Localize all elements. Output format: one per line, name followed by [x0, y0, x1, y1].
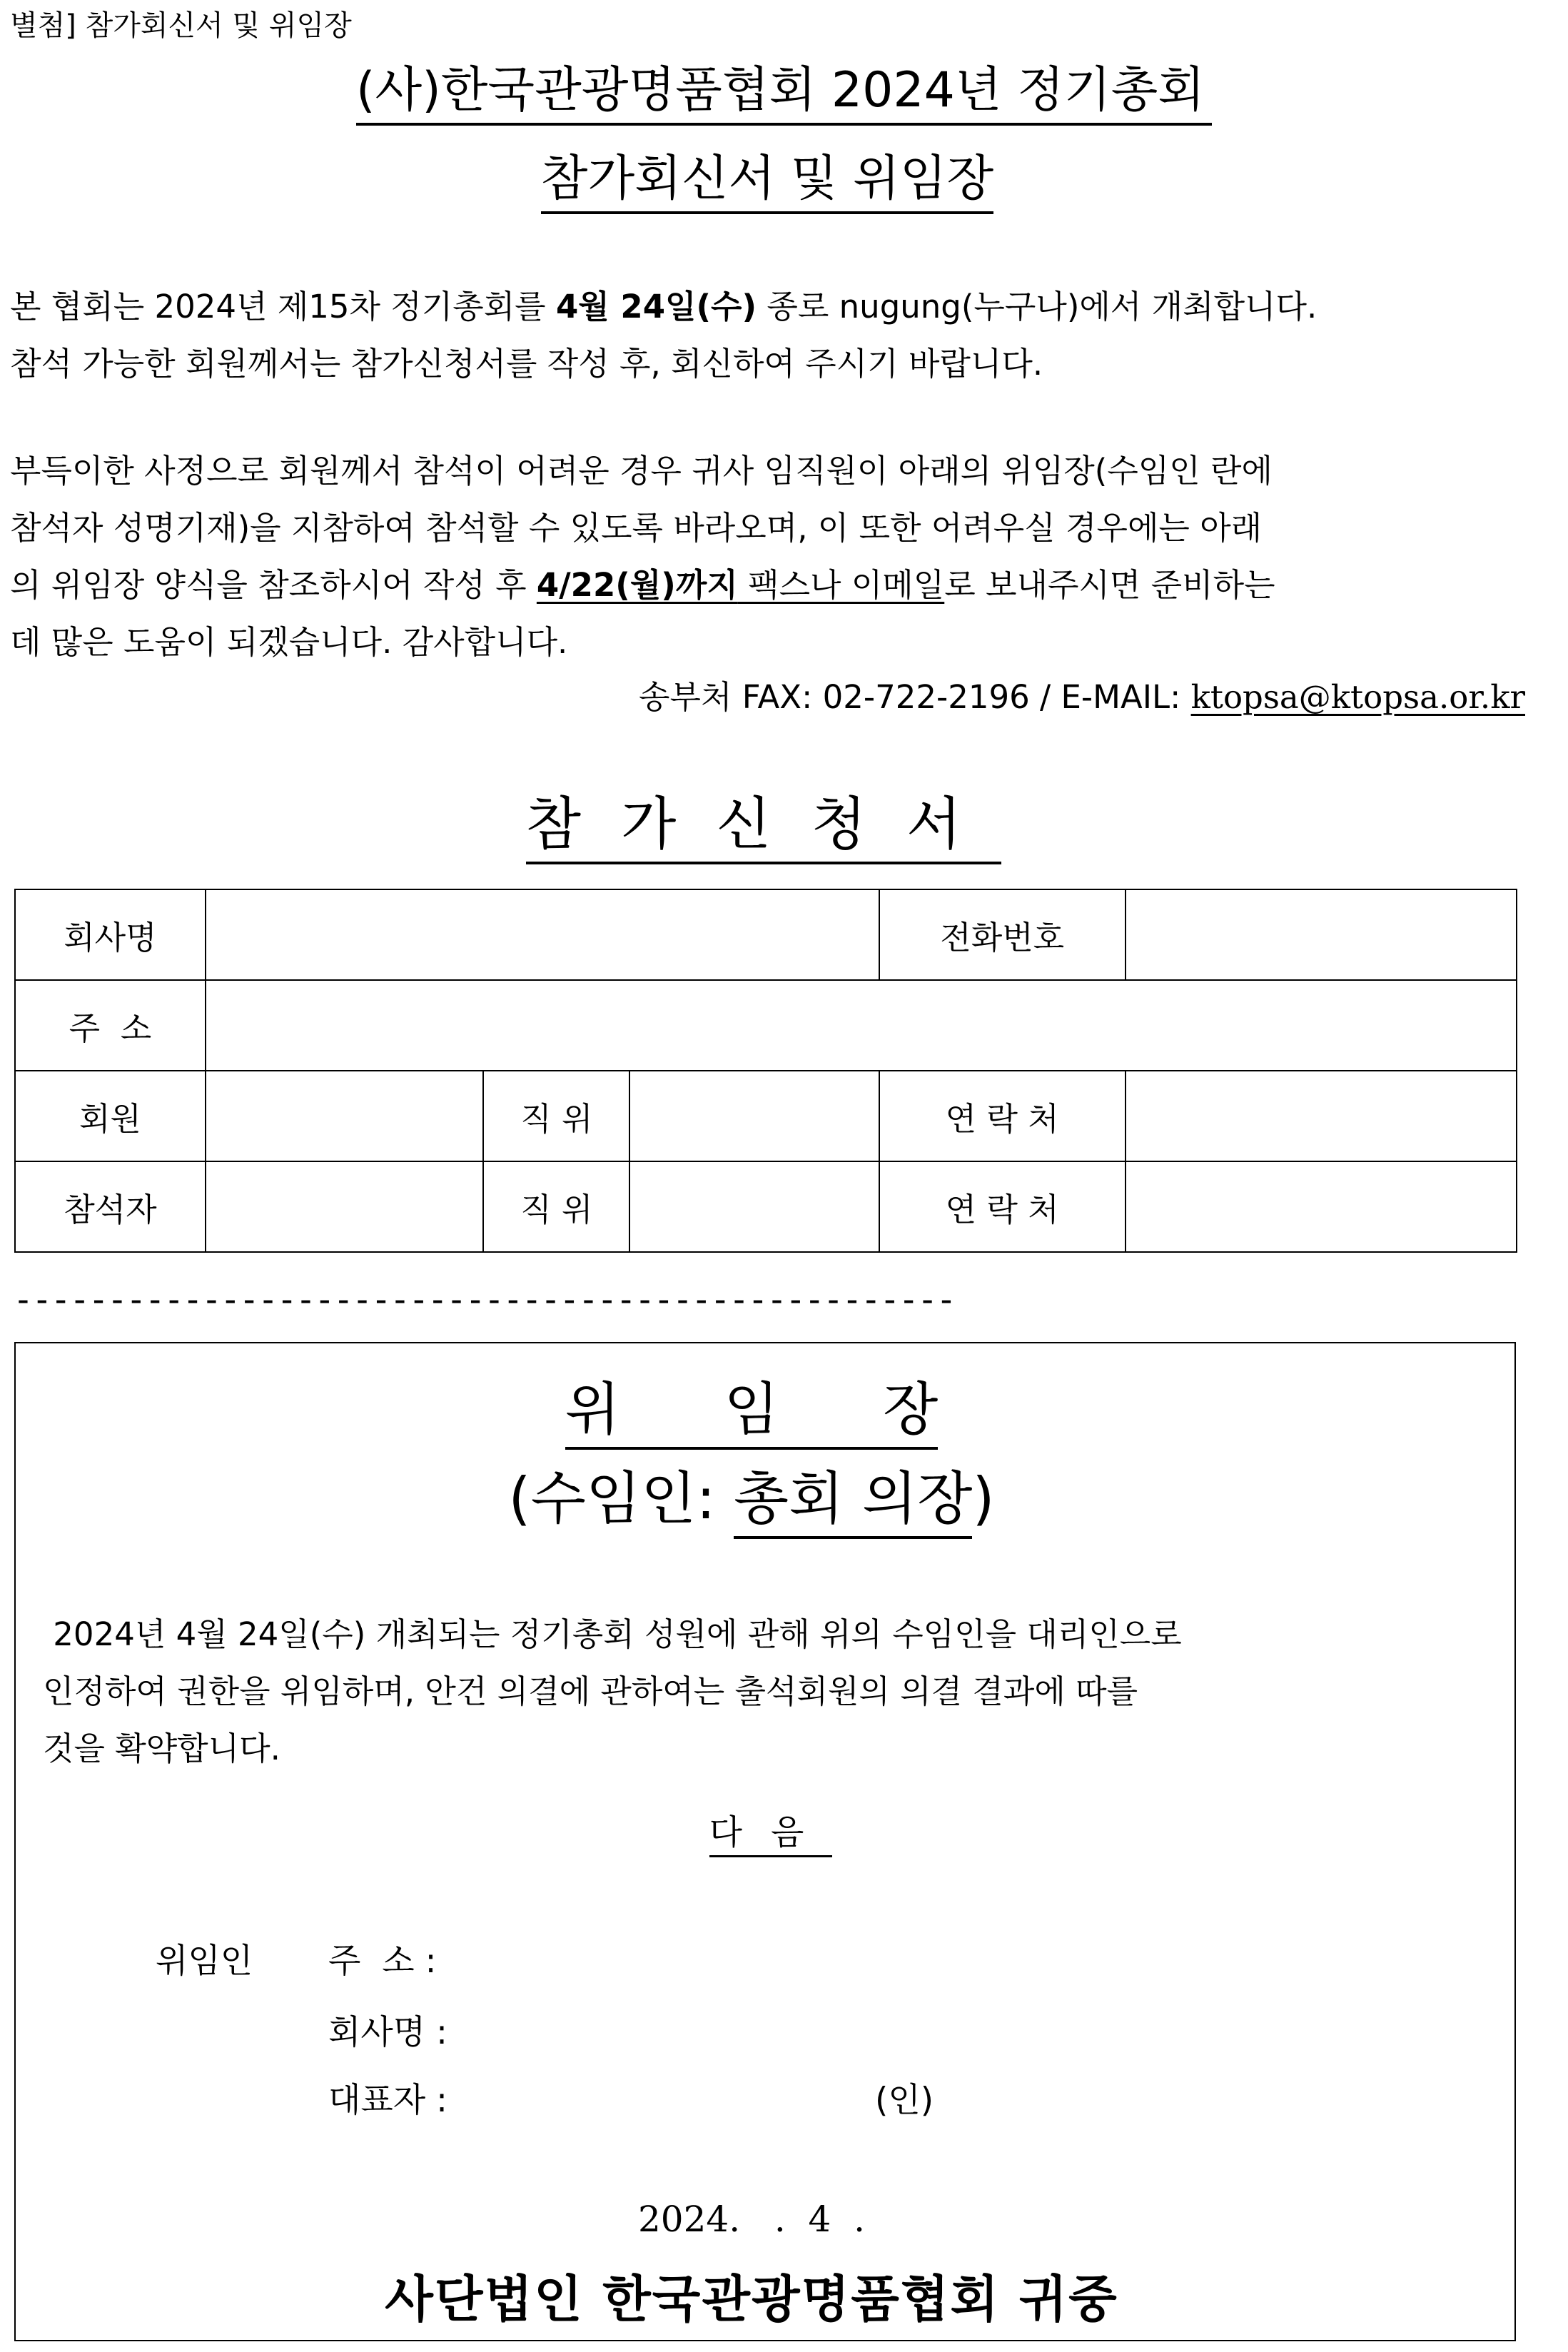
- attendee-position-label: 직 위: [483, 1161, 629, 1252]
- member-position-field[interactable]: [629, 1071, 879, 1161]
- proxy-subtitle: (수임인: 총회 의장): [0, 1453, 1503, 1535]
- address-label: 주 소: [15, 980, 206, 1071]
- email-link[interactable]: ktopsa@ktopsa.or.kr: [1190, 678, 1525, 716]
- delegator-company-field: 회사명 :: [328, 2013, 447, 2052]
- document-title: (사)한국관광명품협회 2024년 정기총회: [0, 51, 1568, 121]
- notice-paragraph: 부득이한 사정으로 회원께서 참석이 어려운 경우 귀사 임직원이 아래의 위임장(수임인 란에 참석자 성명기재)을 지참하여 참석할 수 있도록 바라오며, 이 또한 어려우실 경우에는 아래 의 위임장 양식을 참조하시어 작성 후 4/22(월)까지 팩스나 이메일로 보내주시면 준비하는 데 많은 도움이 되겠습니다. 감사합니다.: [10, 452, 1275, 661]
- seal-mark: (인): [875, 2081, 934, 2120]
- proxy-title: 위 임 장: [0, 1363, 1503, 1445]
- attendee-label: 참석자: [15, 1161, 206, 1252]
- member-position-label: 직 위: [483, 1071, 629, 1161]
- member-label: 회원: [15, 1071, 206, 1161]
- proxy-recipient: 사단법인 한국관광명품협회 귀중: [385, 2270, 1118, 2328]
- attendee-contact-label: 연 락 처: [879, 1161, 1126, 1252]
- form-row-company: [15, 889, 1517, 980]
- member-name-field[interactable]: [206, 1071, 484, 1161]
- address-field[interactable]: [206, 980, 1517, 1071]
- contact-line: 송부처 FAX: 02-722-2196 / E-MAIL: ktopsa@ktopsa.or.kr: [639, 678, 1525, 716]
- application-title: 참가신청서: [0, 778, 1527, 860]
- member-contact-field[interactable]: [1126, 1071, 1517, 1161]
- proxy-body: 2024년 4월 24일(수) 개최되는 정기총회 성원에 관해 위의 수임인을 대리인으로 인정하여 권한을 위임하며, 안건 의결에 관하여는 출석회원의 의결 결과에 따를 것을 확약합니다.: [43, 1615, 1182, 1767]
- member-contact-label: 연 락 처: [879, 1071, 1126, 1161]
- document-subtitle: 참가회신서 및 위임장: [0, 140, 1534, 209]
- cut-line-divider: --------------------------------------------------: [13, 1280, 955, 1320]
- attachment-label: 별첨] 참가회신서 및 위임장: [10, 9, 352, 42]
- attendee-name-field[interactable]: [206, 1161, 484, 1252]
- proxy-date: 2024. . 4 .: [638, 2199, 865, 2240]
- delegator-label: 위임인: [156, 1942, 253, 1981]
- intro-paragraph: 본 협회는 2024년 제15차 정기총회를 4월 24일(수) 종로 nugung(누구나)에서 개최합니다. 참석 가능한 회원께서는 참가신청서를 작성 후, 회신하여 주시기 바랍니다.: [10, 288, 1317, 383]
- phone-label: 전화번호: [879, 889, 1126, 980]
- company-name-label: 회사명: [15, 889, 206, 980]
- delegator-address-field: 주 소 :: [328, 1942, 437, 1981]
- delegator-representative-field: 대표자 :: [328, 2081, 447, 2120]
- proxy-following-heading: 다음: [0, 1805, 1542, 1854]
- form-row-member: [15, 1071, 1517, 1161]
- company-name-field[interactable]: [206, 889, 879, 980]
- form-row-attendee: [15, 1161, 1517, 1252]
- application-form: [14, 889, 1517, 1253]
- phone-field[interactable]: [1126, 889, 1517, 980]
- attendee-position-field[interactable]: [629, 1161, 879, 1252]
- attendee-contact-field[interactable]: [1126, 1161, 1517, 1252]
- form-row-address: [15, 980, 1517, 1071]
